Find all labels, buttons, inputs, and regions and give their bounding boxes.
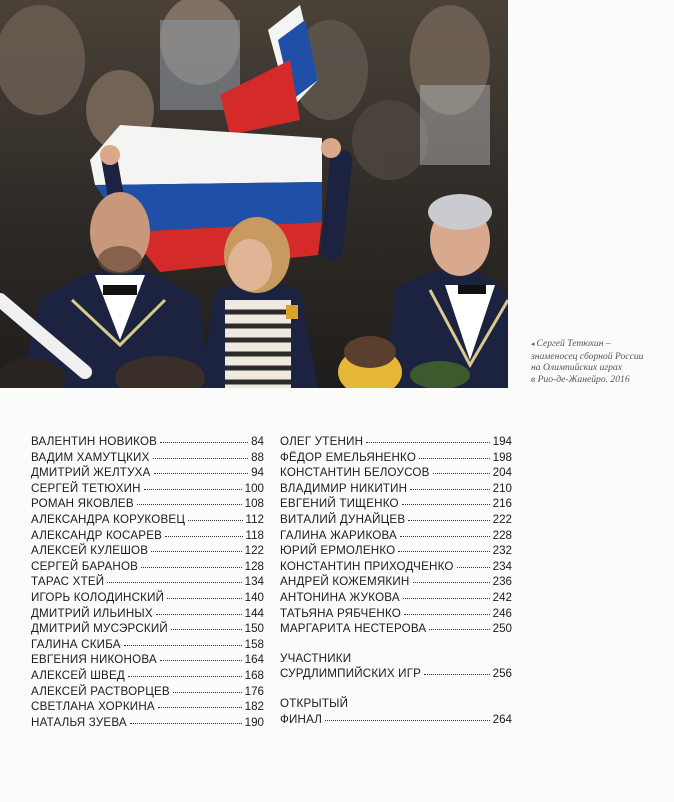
dot-leader <box>141 566 242 568</box>
grey-haired-man-figure <box>385 194 508 388</box>
table-of-contents-left <box>31 434 264 730</box>
section-gap <box>280 637 512 651</box>
toc-section-head: УЧАСТНИКИ <box>280 651 352 665</box>
photo-illustration <box>0 0 508 388</box>
toc-entry-page: 158 <box>244 637 264 651</box>
toc-entry-page: 204 <box>492 466 512 480</box>
toc-entry-name: КОНСТАНТИН БЕЛОУСОВ <box>280 466 430 480</box>
toc-entry <box>280 434 512 450</box>
toc-entry-page: 118 <box>245 528 264 542</box>
dot-leader <box>398 550 489 552</box>
toc-entry-name: ЕВГЕНИЯ НИКОНОВА <box>31 653 157 667</box>
dot-leader <box>366 441 489 443</box>
dot-leader <box>403 597 490 599</box>
caption-line-4: в Рио-де-Жанейро. 2016 <box>531 373 630 385</box>
toc-entry <box>280 528 512 544</box>
toc-entry <box>280 606 512 622</box>
toc-entry-page: 242 <box>492 590 512 604</box>
toc-entry <box>280 481 512 497</box>
toc-entry <box>31 715 264 731</box>
toc-entry <box>31 606 264 622</box>
dot-leader <box>130 722 242 724</box>
toc-entry-page: 222 <box>492 512 512 526</box>
dot-leader <box>404 613 490 615</box>
dot-leader <box>171 628 242 630</box>
dot-leader <box>400 535 490 537</box>
dot-leader <box>165 535 242 537</box>
toc-entry <box>280 450 512 466</box>
toc-entry-name: ТАРАС ХТЕЙ <box>31 575 105 589</box>
toc-entry-name: ДМИТРИЙ ЖЕЛТУХА <box>31 466 151 480</box>
toc-entry <box>31 481 264 497</box>
toc-entry-name: ДМИТРИЙ МУСЭРСКИЙ <box>31 622 168 636</box>
toc-entry-name: ИГОРЬ КОЛОДИНСКИЙ <box>31 590 165 604</box>
toc-entry-page: 140 <box>244 590 264 604</box>
dot-leader <box>408 519 489 521</box>
toc-entry <box>280 543 512 559</box>
toc-entry <box>31 528 264 544</box>
toc-entry-name: ВИТАЛИЙ ДУНАЙЦЕВ <box>280 512 406 526</box>
toc-entry-name: СВЕТЛАНА ХОРКИНА <box>31 700 155 714</box>
section-gap <box>280 682 512 696</box>
dot-leader <box>325 719 490 721</box>
dot-leader <box>128 675 242 677</box>
toc-entry-name: ГАЛИНА СКИБА <box>31 637 121 651</box>
toc-entry-page: 144 <box>244 606 264 620</box>
toc-entry-name: АЛЕКСЕЙ РАСТВОРЦЕВ <box>31 684 170 698</box>
toc-entry-page: 264 <box>492 712 512 726</box>
toc-entry-name: ВЛАДИМИР НИКИТИН <box>280 481 408 495</box>
toc-entry-page: 122 <box>244 544 264 558</box>
dot-leader <box>433 472 490 474</box>
toc-entry-name: ФЁДОР ЕМЕЛЬЯНЕНКО <box>280 450 417 464</box>
toc-entry-name: МАРГАРИТА НЕСТЕРОВА <box>280 622 427 636</box>
opening-ceremony-photo <box>0 0 508 388</box>
toc-entry-page: 176 <box>244 684 264 698</box>
toc-entry-name: АЛЕКСАНДР КОСАРЕВ <box>31 528 163 542</box>
toc-entry <box>280 465 512 481</box>
toc-entry <box>31 543 264 559</box>
toc-entry-name: СУРДЛИМПИЙСКИХ ИГР <box>280 667 422 681</box>
toc-entry-page: 168 <box>244 668 264 682</box>
toc-entry-page: 228 <box>492 528 512 542</box>
toc-entry-name: ВАДИМ ХАМУТЦКИХ <box>31 450 150 464</box>
photo-caption <box>531 338 671 385</box>
toc-entry <box>280 559 512 575</box>
toc-entry-page: 112 <box>245 512 264 526</box>
toc-entry-name: НАТАЛЬЯ ЗУЕВА <box>31 715 127 729</box>
dot-leader <box>137 503 242 505</box>
toc-entry-page: 256 <box>492 667 512 681</box>
toc-entry <box>280 621 512 637</box>
toc-entry-name: АЛЕКСЕЙ ШВЕД <box>31 668 125 682</box>
toc-entry-page: 246 <box>492 606 512 620</box>
toc-entry-name: КОНСТАНТИН ПРИХОДЧЕНКО <box>280 559 454 573</box>
dot-leader <box>158 706 242 708</box>
toc-entry-name: ЮРИЙ ЕРМОЛЕНКО <box>280 544 396 558</box>
toc-entry-page: 108 <box>244 497 264 511</box>
dot-leader <box>457 566 490 568</box>
dot-leader <box>144 488 242 490</box>
toc-entry <box>31 450 264 466</box>
toc-entry-page: 150 <box>244 622 264 636</box>
caption-line-2: знаменосец сборной России <box>531 350 644 362</box>
toc-entry-page: 100 <box>244 481 264 495</box>
dot-leader <box>167 597 241 599</box>
toc-entry-name: ФИНАЛ <box>280 712 323 726</box>
caption-line-3: на Олимпийских играх <box>531 362 622 374</box>
toc-entry <box>31 434 264 450</box>
toc-section-head: ОТКРЫТЫЙ <box>280 696 349 710</box>
dot-leader <box>424 673 490 675</box>
toc-entry-page: 236 <box>492 575 512 589</box>
toc-entry-name: ТАТЬЯНА РЯБЧЕНКО <box>280 606 402 620</box>
toc-entry-page: 216 <box>492 497 512 511</box>
dot-leader <box>410 488 489 490</box>
dot-leader <box>429 628 489 630</box>
toc-entry-name: ОЛЕГ УТЕНИН <box>280 435 364 448</box>
toc-entry <box>31 574 264 590</box>
toc-entry-page: 232 <box>492 544 512 558</box>
dot-leader <box>413 581 490 583</box>
table-of-contents-right <box>280 434 512 727</box>
toc-entry-name: АЛЕКСАНДРА КОРУКОВЕЦ <box>31 512 186 526</box>
toc-entry-name: ДМИТРИЙ ИЛЬИНЫХ <box>31 606 153 620</box>
toc-entry-name: АНТОНИНА ЖУКОВА <box>280 590 400 604</box>
toc-entry-name: АЛЕКСЕЙ КУЛЕШОВ <box>31 544 149 558</box>
toc-entry <box>31 512 264 528</box>
toc-section-entry <box>280 712 512 728</box>
toc-entry-page: 94 <box>251 466 264 480</box>
dot-leader <box>151 550 241 552</box>
toc-entry <box>31 621 264 637</box>
dot-leader <box>419 457 490 459</box>
dot-leader <box>173 691 242 693</box>
toc-entry <box>31 465 264 481</box>
dot-leader <box>188 519 242 521</box>
toc-entry <box>280 590 512 606</box>
toc-entry <box>280 496 512 512</box>
dot-leader <box>160 441 248 443</box>
toc-entry-name: СЕРГЕЙ БАРАНОВ <box>31 559 139 573</box>
toc-entry-page: 84 <box>251 435 264 448</box>
toc-entry-page: 194 <box>492 435 512 448</box>
caption-line-1: ◂ Сергей Тетюхин – <box>531 338 611 349</box>
toc-entry-page: 88 <box>251 450 264 464</box>
toc-entry <box>31 559 264 575</box>
toc-entry <box>31 496 264 512</box>
toc-entry-page: 164 <box>244 653 264 667</box>
toc-section-entry <box>280 666 512 682</box>
toc-entry <box>31 590 264 606</box>
toc-entry <box>31 699 264 715</box>
toc-entry-name: ВАЛЕНТИН НОВИКОВ <box>31 435 158 448</box>
dot-leader <box>160 659 242 661</box>
toc-entry-page: 234 <box>492 559 512 573</box>
toc-entry-name: СЕРГЕЙ ТЕТЮХИН <box>31 481 141 495</box>
toc-entry-page: 210 <box>492 481 512 495</box>
dot-leader <box>154 472 249 474</box>
dot-leader <box>153 457 249 459</box>
toc-entry <box>31 684 264 700</box>
toc-entry <box>31 637 264 653</box>
toc-entry-page: 128 <box>244 559 264 573</box>
dot-leader <box>124 644 242 646</box>
toc-entry-name: ЕВГЕНИЙ ТИЩЕНКО <box>280 497 399 511</box>
toc-entry-page: 182 <box>244 700 264 714</box>
toc-entry-page: 250 <box>492 622 512 636</box>
toc-entry-page: 190 <box>244 715 264 729</box>
toc-entry-name: ГАЛИНА ЖАРИКОВА <box>280 528 397 542</box>
toc-entry <box>280 574 512 590</box>
dot-leader <box>402 503 490 505</box>
toc-entry <box>31 652 264 668</box>
toc-entry-name: РОМАН ЯКОВЛЕВ <box>31 497 134 511</box>
toc-entry <box>280 512 512 528</box>
toc-entry-page: 198 <box>492 450 512 464</box>
dot-leader <box>156 613 242 615</box>
toc-entry-name: АНДРЕЙ КОЖЕМЯКИН <box>280 575 410 589</box>
caret-left-icon: ◂ <box>531 340 535 348</box>
dot-leader <box>107 581 241 583</box>
toc-entry-page: 134 <box>244 575 264 589</box>
toc-entry <box>31 668 264 684</box>
